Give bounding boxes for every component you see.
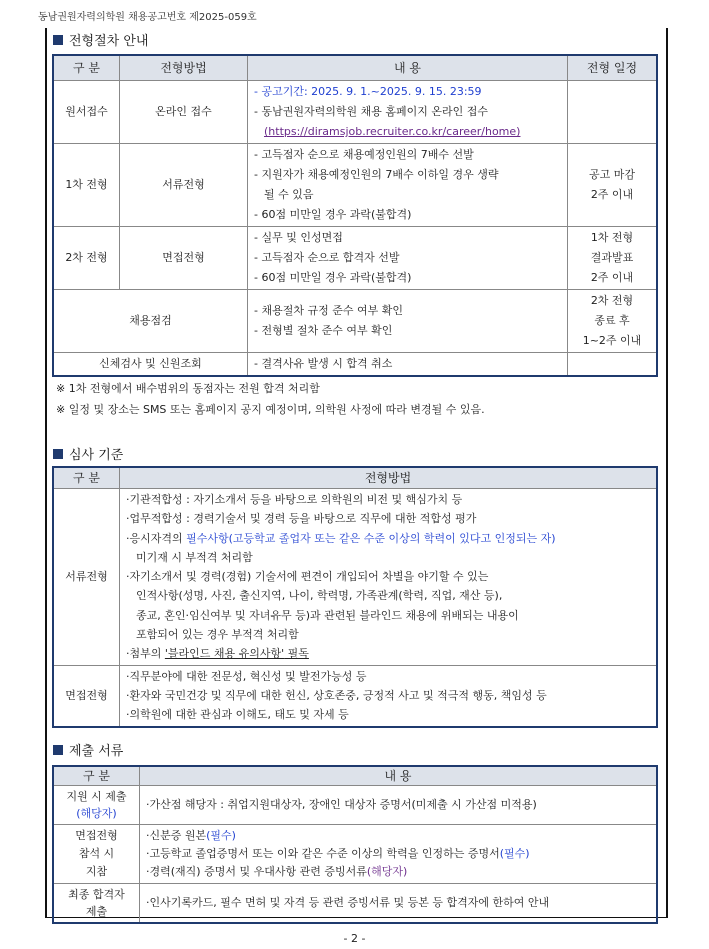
section-title-procedure: 전형절차 안내 xyxy=(53,30,148,49)
schedule-line: 공고 마감 xyxy=(588,168,635,181)
schedule-cell xyxy=(568,353,657,376)
header-cell: 전형방법 xyxy=(120,56,248,81)
content-line: ·응시자격의 필수사항(고등학교 졸업자 또는 같은 수준 이상의 학력이 있다고 인정되는 자) xyxy=(126,531,556,545)
documents-table xyxy=(53,766,657,923)
header-cell: 내 용 xyxy=(140,767,657,786)
schedule-line: 1차 전형 xyxy=(590,231,634,244)
document-reference: 동남권원자력의학원 채용공고번호 제2025-059호 xyxy=(38,12,257,23)
category-cell: 신체검사 및 신원조회 xyxy=(54,353,248,376)
content-line: 종교, 혼인·임신여부 및 자녀유무 등)과 관련된 블라인드 채용에 위배되는 내용이 xyxy=(136,608,519,622)
table-row xyxy=(54,825,657,884)
section-title-documents: 제출 서류 xyxy=(53,740,123,759)
criteria-table xyxy=(53,467,657,727)
schedule-cell xyxy=(568,144,657,227)
content-line: ·첨부의 '블라인드 채용 유의사항' 필독 xyxy=(126,647,309,661)
content-cell xyxy=(248,227,568,290)
note-tie-rule: ※ 1차 전형에서 배수범위의 동점자는 전원 합격 처리함 xyxy=(56,382,320,395)
category-cell: 서류전형 xyxy=(54,489,120,666)
content-line: - 고득점자 순으로 합격자 선발 xyxy=(254,251,400,264)
content-line: ·고등학교 졸업증명서 또는 이와 같은 수준 이상의 학력을 인정하는 증명서(필수) xyxy=(146,847,530,860)
method-cell: 온라인 접수 xyxy=(120,81,248,144)
content-line: - 60점 미만일 경우 과락(불합격) xyxy=(254,271,412,284)
recruit-site-link[interactable]: (https://diramsjob.recruiter.co.kr/career/home) xyxy=(264,125,521,138)
schedule-cell xyxy=(568,81,657,144)
content-line: 미기재 시 부적격 처리함 xyxy=(136,550,253,564)
content-line: - 공고기간: 2025. 9. 1.~2025. 9. 15. 23:59 xyxy=(254,85,482,98)
category-cell: 면접전형 참석 시 지참 xyxy=(54,825,140,884)
category-cell: 면접전형 xyxy=(54,665,120,726)
method-cell: 서류전형 xyxy=(120,144,248,227)
table-row xyxy=(54,144,657,227)
header-cell: 구 분 xyxy=(54,468,120,489)
content-cell xyxy=(248,144,568,227)
table-header-row xyxy=(54,468,657,489)
header-cell: 전형방법 xyxy=(120,468,657,489)
content-line: - 실무 및 인성면접 xyxy=(254,231,343,244)
content-line: ·자기소개서 및 경력(경험) 기술서에 편견이 개입되어 차별을 야기할 수 있는 xyxy=(126,570,489,584)
procedure-table xyxy=(53,55,657,376)
content-line: ·업무적합성 : 경력기술서 및 경력 등을 바탕으로 직무에 대한 적합성 평가 xyxy=(126,512,477,526)
content-line: ·경력(재직) 증명서 및 우대사항 관련 증빙서류(해당자) xyxy=(146,865,408,878)
content-cell xyxy=(140,825,657,884)
category-cell: 채용점검 xyxy=(54,290,248,353)
content-cell xyxy=(120,489,657,666)
table-row xyxy=(54,353,657,376)
header-cell: 구 분 xyxy=(54,56,120,81)
content-line: 될 수 있음 xyxy=(264,188,314,201)
method-cell: 면접전형 xyxy=(120,227,248,290)
content-line: - 전형별 절차 준수 여부 확인 xyxy=(254,324,393,337)
category-cell: 원서접수 xyxy=(54,81,120,144)
category-cell: 2차 전형 xyxy=(54,227,120,290)
content-line: - 고득점자 순으로 채용예정인원의 7배수 선발 xyxy=(254,148,474,161)
required-highlight: 필수사항(고등학교 졸업자 또는 같은 수준 이상의 학력이 있다고 인정되는 자) xyxy=(186,531,556,545)
table-row xyxy=(54,665,657,726)
content-line: - 60점 미만일 경우 과락(불합격) xyxy=(254,208,412,221)
content-line: - 동남권원자력의학원 채용 홈페이지 온라인 접수 xyxy=(254,105,488,118)
content-cell: ·가산점 해당자 : 취업지원대상자, 장애인 대상자 증명서(미제출 시 가산점 미적용) xyxy=(140,786,657,825)
square-bullet-icon xyxy=(53,745,63,755)
content-cell: ·인사기록카드, 필수 면허 및 자격 등 관련 증빙서류 및 등본 등 합격자에 한하여 안내 xyxy=(140,884,657,923)
square-bullet-icon xyxy=(53,449,63,459)
schedule-cell xyxy=(568,227,657,290)
note-schedule-change: ※ 일정 및 장소는 SMS 또는 홈페이지 공지 예정이며, 의학원 사정에 따라 변경될 수 있음. xyxy=(56,403,485,416)
content-line: ·의학원에 대한 관심과 이해도, 태도 및 자세 등 xyxy=(126,708,349,722)
page-number: - 2 - xyxy=(343,932,366,945)
square-bullet-icon xyxy=(53,35,63,45)
table-row xyxy=(54,884,657,923)
schedule-line: 결과발표 xyxy=(590,251,634,264)
category-cell: 최종 합격자 제출 xyxy=(54,884,140,923)
table-row xyxy=(54,489,657,666)
category-cell: 1차 전형 xyxy=(54,144,120,227)
content-line: 포함되어 있는 경우 부적격 처리함 xyxy=(136,628,299,642)
header-cell: 전형 일정 xyxy=(568,56,657,81)
content-line: 인적사항(성명, 사진, 출신지역, 나이, 학력명, 가족관계(학력, 직업, 재산 등), xyxy=(136,589,503,603)
content-line: ·직무분야에 대한 전문성, 혁신성 및 발전가능성 등 xyxy=(126,669,367,683)
table-row xyxy=(54,290,657,353)
schedule-line: 1~2주 이내 xyxy=(582,334,642,347)
content-cell xyxy=(120,665,657,726)
content-line: ·기관적합성 : 자기소개서 등을 바탕으로 의학원의 비전 및 핵심가치 등 xyxy=(126,493,463,506)
content-line: ·신분증 원본(필수) xyxy=(146,829,236,842)
schedule-line: 종료 후 xyxy=(594,314,630,327)
table-row xyxy=(54,786,657,825)
section-title-criteria: 심사 기준 xyxy=(53,444,123,463)
blind-guide-emphasis: '블라인드 채용 유의사항' xyxy=(164,647,285,661)
content-line: - 채용절차 규정 준수 여부 확인 xyxy=(254,304,403,317)
content-line: ·환자와 국민건강 및 직무에 대한 헌신, 상호존중, 긍정적 사고 및 적극적 행동, 책임성 등 xyxy=(126,688,547,702)
page-frame-right xyxy=(666,28,668,918)
content-cell: - 결격사유 발생 시 합격 취소 xyxy=(248,353,568,376)
schedule-line: 2주 이내 xyxy=(590,188,634,201)
content-line: - 지원자가 채용예정인원의 7배수 이하일 경우 생략 xyxy=(254,168,499,181)
category-cell: 지원 시 제출 (해당자) xyxy=(54,786,140,825)
table-header-row xyxy=(54,767,657,786)
page-frame-left xyxy=(45,28,47,918)
header-cell: 내 용 xyxy=(248,56,568,81)
schedule-cell xyxy=(568,290,657,353)
table-row xyxy=(54,227,657,290)
header-cell: 구 분 xyxy=(54,767,140,786)
table-header-row xyxy=(54,56,657,81)
schedule-line: 2차 전형 xyxy=(590,294,634,307)
content-cell xyxy=(248,81,568,144)
schedule-line: 2주 이내 xyxy=(590,271,634,284)
table-row xyxy=(54,81,657,144)
content-cell xyxy=(248,290,568,353)
